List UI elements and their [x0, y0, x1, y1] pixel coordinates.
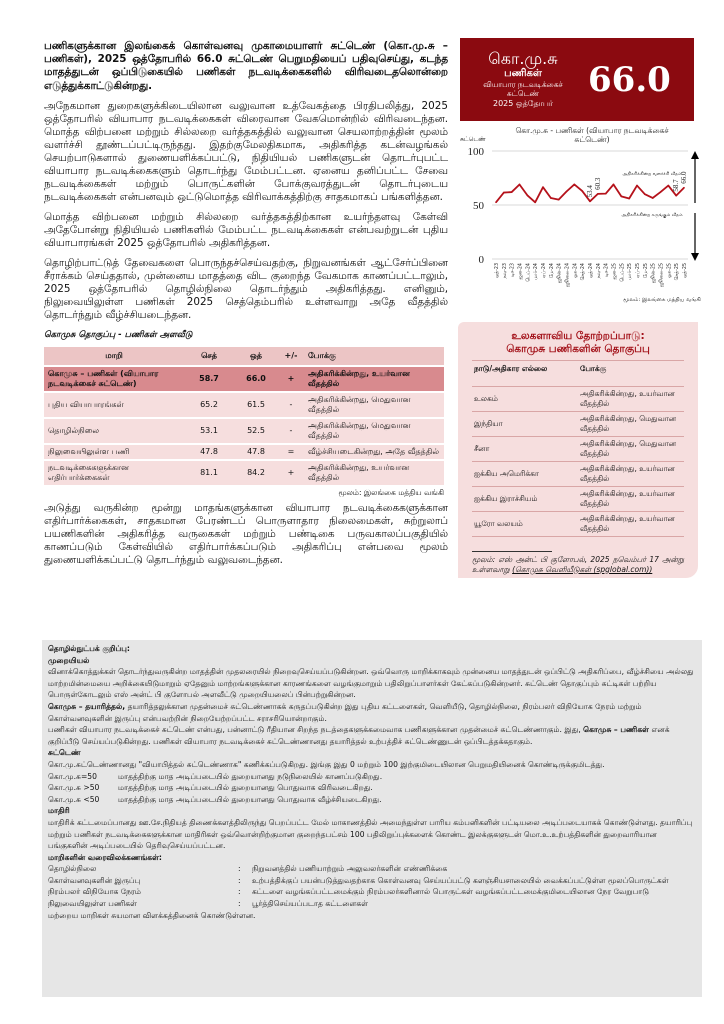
x-tick-label: மார்-24: [534, 263, 540, 280]
country-cell: உலகம்: [472, 387, 578, 412]
data-point: [613, 184, 615, 186]
x-tick-label: டிச-24: [604, 263, 610, 278]
method-text: வினாக்கொத்துக்கள் தொடர்ந்துவருகின்ற மாதத்தின் முதலரையில் நிறைவுசெய்யப்படுகின்றன. ஒவ்வொரு மாறிக்காகவும் முன்னைய மாதத்துடன் ஒப்பிட்டு அதிகரிப்பை, வீழ்ச்சியை அல்லது மாற்றமின்மையை அறிக்கையிடுமாறும் ஏதேனும் மாற்றங்களுக்கான காரணங்களை வழங்குமாறும் பதிலிறுப்பாளர்கள் கேட்கப்படுகின்றனர். சுட்டெண் தொகுப்பும் சுட்டிகள் பற்றிய பொருள்கோடலும் எஸ் அன்ட் பி குளோபல் அளவீட்டு முறையியலைப் பின்பற்றுகின்றன.: [48, 667, 694, 700]
sep-value: 65.2: [184, 392, 234, 418]
x-tick-label: செத்-24: [581, 263, 587, 281]
side-column: [460, 38, 701, 331]
trend-cell: அதிகரிக்கின்றது, மெதுவான வீதத்தில்: [578, 412, 684, 437]
x-tick-label: ஒத்-25: [683, 263, 688, 278]
table-source: மூலம்: இலங்கை மத்திய வங்கி: [338, 487, 444, 497]
kpi-line3: வியாபார நடவடிக்கைச்: [483, 80, 563, 89]
global-table: [472, 360, 684, 537]
rule-value: மாதத்திற்கு மாத அடிப்படையில் துறையானது பொதுவாக வீழ்ச்சியடைகிறது.: [118, 794, 382, 804]
x-tick-label: ஜன-25: [612, 263, 618, 280]
variable-cell: நடவடிக்கைகளுக்கான எதிர்பார்க்கைகள்: [44, 460, 184, 485]
variable-cell: தொழில்நிலை: [44, 418, 184, 444]
x-tick-label: ஒத்-24: [589, 263, 594, 278]
col-change: +/-: [278, 347, 304, 366]
data-point: [503, 192, 505, 194]
data-point: [511, 191, 513, 193]
data-point: [574, 184, 576, 186]
rule-key: கொ.மு.சு >50: [48, 783, 100, 793]
index-rule: [48, 794, 696, 806]
summary-table: [44, 347, 444, 485]
trend-cell: அதிகரிக்கின்றது, உயர்வான வீதத்தில்: [304, 460, 444, 485]
x-tick-label: ஜூலை-25: [659, 263, 665, 287]
global-title: [472, 330, 684, 356]
definition-colon: :: [238, 887, 241, 897]
data-point: [534, 202, 536, 204]
x-tick-label: ஜூன்-24: [557, 263, 563, 284]
definition-term: நிரம்பலர் விநியோக நேரம்: [48, 887, 142, 897]
rule-key: கொ.மு.சு=50: [48, 771, 97, 781]
svc-body1: பணிகள் வியாபார நடவடிக்கைச் சுட்டெண் என்பது, பன்னாட்டு ரீதியான சிறந்த நடத்தைகளுக்கமைவாக பணிகளுக்கான முதன்மைச் சுட்டெண்ணாகும். இது,: [48, 725, 584, 735]
global-row: [472, 437, 684, 462]
kpi-line5: 2025 ஒத்தோபர்: [492, 99, 554, 108]
trend-cell: அதிகரிக்கின்றது, உயர்வான வீதத்தில்: [578, 387, 684, 412]
x-tick-label: ஜூன்-25: [651, 263, 657, 284]
chart-svg: [452, 121, 702, 331]
x-tick-label: ஜூலை-24: [565, 263, 571, 287]
data-point: [652, 197, 654, 199]
definition-colon: :: [238, 899, 241, 909]
x-tick-label: நவ-23: [502, 263, 508, 279]
main-column: [44, 40, 448, 567]
table-row: [44, 366, 444, 392]
sep-value: 58.7: [184, 366, 234, 392]
kpi-value: 66.0: [588, 59, 671, 100]
change-sign: -: [278, 392, 304, 418]
global-row: [472, 387, 684, 412]
global-outlook-box: [458, 322, 698, 578]
body-paragraph: தொழிற்பாட்டுத் தேவைகளை பொருந்தச்செய்வதற்கு, நிறுவனங்கள் ஆட்சேர்ப்பினை சீராக்கம் செய்ததால், முன்னைய மாதத்தை விட குறைந்த வேகமாக காணப்பட்டாலும், 2025 ஒத்தோபரில் தொழில்நிலை தொடர்ந்தும் அதிகரித்தது. எனினும், நிலுவையிலுள்ள பணிகள் 2025 செத்தெம்பரில் உள்ளவாறு அதே வீதத்தில் தொடர்ந்தும் வீழ்ச்சியடைந்தன.: [44, 256, 448, 321]
country-cell: ஐக்கிய அமெரிக்கா: [472, 462, 578, 487]
data-point: [683, 187, 685, 189]
index-rule: [48, 771, 696, 783]
sample-text: மாதிரிக் கட்டமைப்பானது ஊ.சே.நிதியத் திணைக்களத்திலிருந்து பெறப்பட்ட மேல் மாகாணத்தில் அமைந்துள்ள பாரிய கம்பனிகளின் பட்டியலை அடிப்படையாகக் கொண்டுள்ளது. தயாரிப்பு மற்றும் பணிகள் நடவடிக்கைகளுக்கான மாதிரிகள் ஒவ்வொன்றிற்குமான குறைந்தபட்சம் 100 பதிலிறுப்புக்களைக் கொண்ட இலக்குகளுடன் மொ.உ.உற்பத்திகளின் துறைவாரியான பங்குகளின் அடிப்படையில் தெரிவுசெய்யப்பட்டன.: [48, 817, 693, 851]
oct-value: 47.8: [234, 444, 278, 460]
data-point: [550, 197, 552, 199]
kpi-line4: சுட்டெண்: [506, 89, 540, 98]
svc-bold: கொமுசு – பணிகள்: [583, 725, 650, 735]
chart-title-line2: சுட்டெண்): [574, 135, 610, 144]
data-point: [605, 193, 607, 195]
table-row: [44, 392, 444, 418]
col-trend: போக்கு: [304, 347, 444, 366]
mfg-text: [48, 701, 696, 724]
data-point: [527, 194, 529, 196]
lead-paragraph: பணிகளுக்கான இலங்கைக் கொள்வனவு முகாமையாளர் சுட்டெண் (கொ.மு.சு – பணிகள்), 2025 ஒத்தோபரில் 66.0 சுட்டெண் பெறுமதியைப் பதிவுசெய்து, கடந்த மாதத்துடன் ஒப்பிடுகையில் பணிகள் நடவடிக்கைகளில் விரிவடைதலொன்றை எடுத்துக்காட்டுகின்றது.: [44, 40, 448, 92]
col-trend: போக்கு: [578, 361, 684, 387]
data-point: [519, 184, 521, 186]
country-cell: சீனா: [472, 437, 578, 462]
definition-row: [48, 863, 696, 875]
index-title: சுட்டெண்: [48, 748, 81, 758]
kpi-line1: கொ.மு.சு: [488, 49, 558, 68]
definition-text: உற்பத்திக்குப் பயன்படுத்துவதற்காக கொள்வனவு செய்யப்பட்டு களஞ்சியசாலையில் வைக்கப்பட்டுள்ள மூலப்பொருட்கள்: [252, 875, 669, 885]
global-row: [472, 512, 684, 537]
table-row: [44, 460, 444, 485]
kpi-line2: பணிகள்: [504, 68, 542, 79]
sep-value: 53.1: [184, 418, 234, 444]
data-point: [495, 202, 497, 204]
global-row: [472, 487, 684, 512]
variable-cell: கொமுசு – பணிகள் (வியாபார நடவடிக்கைச் சுட்டெண்): [44, 366, 184, 392]
data-point: [589, 201, 591, 203]
x-tick-label: பெப்-25: [620, 263, 626, 282]
definition-colon: :: [238, 875, 241, 885]
svc-body2: எனக் குறிப்பீடு செய்யப்படுகின்றது. பணிகள் வியாபார நடவடிக்கைச் சுட்டெண்ணானது தயாரித்தல் உற்பத்திச் சுட்டெண்ணுடன் ஒப்பிடத்தக்கதாகும்.: [48, 725, 670, 746]
mfg-bold: கொமுசு – தயாரித்தல்,: [48, 701, 126, 711]
x-tick-label: ஒத்-23: [495, 263, 500, 278]
global-row: [472, 462, 684, 487]
variable-cell: புதிய வியாபாரங்கள்: [44, 392, 184, 418]
y-tick-label: 100: [467, 146, 484, 158]
trend-cell: அதிகரிக்கின்றது, உயர்வான வீதத்தில்: [578, 487, 684, 512]
oct-value: 84.2: [234, 460, 278, 485]
change-sign: +: [278, 366, 304, 392]
data-label: 53.4: [586, 185, 594, 198]
oct-value: 61.5: [234, 392, 278, 418]
y-axis-label: சுட்டெண்: [460, 136, 486, 143]
data-point: [636, 185, 638, 187]
technical-note: [42, 640, 702, 997]
sample-title: மாதிரி: [48, 806, 70, 816]
kpi-banner: [460, 38, 694, 121]
data-point: [542, 186, 544, 188]
data-label: 60.3: [593, 177, 602, 190]
x-tick-label: நவ-24: [596, 263, 602, 279]
x-tick-label: செத்-25: [675, 263, 681, 281]
x-tick-label: ஏப்-24: [542, 263, 547, 279]
global-title-line1: உலகளாவிய தோற்றப்பாடு:: [511, 330, 645, 342]
definition-term: நிலுவையிலுள்ள பணிகள்: [48, 899, 137, 909]
method-title: முறையியல்: [48, 655, 90, 665]
data-point: [621, 196, 623, 198]
country-cell: இந்தியா: [472, 412, 578, 437]
data-point: [628, 198, 630, 200]
body-paragraph: அநேகமான துறைகளுக்கிடையிலான வலுவான உத்வேகத்தை பிரதிபலித்து, 2025 ஒத்தோபரில் வியாபார நடவடிக்கைகள் விரைவான வேகமொன்றில் விரிவடைந்தன. மொத்த விற்பனை மற்றும் சில்லறை வர்த்தகத்தில் வலுவான செயலாற்றத்தின் மூலம் வளர்ச்சி தூண்டப்பட்டிருந்தது. இதற்குமேலதிகமாக, அதிகரித்த கடன்வழங்கல் செயற்பாடுகளால் துணையளிக்கப்பட்டு, நிதியியல் பணிகளுடன் தொடர்புபட்ட வியாபார நடவடிக்கைகளும் தொடர்ந்து மேம்பட்டன. ஏனைய தனிப்பட்ட சேவை நடவடிக்கைகள் மற்றும் பொருட்களின் போக்குவரத்துடன் தொடர்புடைய நடவடிக்கைகள் என்பனவும் ஒட்டுமொத்த விரிவாக்கத்திற்கு சாதகமாகப் பங்களித்தன.: [44, 99, 448, 203]
kpi-label: [468, 50, 578, 109]
x-tick-label: ஏப்-25: [636, 263, 641, 279]
definition-term: தொழில்நிலை: [48, 864, 97, 874]
col-oct: ஒத்: [234, 347, 278, 366]
table-header-row: [44, 347, 444, 366]
definition-colon: :: [238, 864, 241, 874]
definition-text: பூர்த்திசெய்யப்படாத கட்டளைகள்: [252, 899, 369, 909]
global-source-link[interactable]: (கொமுசு வெளியீடுகள் (spglobal.com)): [512, 564, 653, 574]
definition-text: நிறுவனத்தில் பணியாற்றும் அலுவலர்களின் எண்ணிக்கை: [252, 864, 448, 874]
data-point: [668, 185, 670, 187]
global-title-line2: கொமுசு பணிகளின் தொகுப்பு: [506, 343, 650, 355]
global-header-row: [472, 361, 684, 387]
svc-text: [48, 724, 696, 747]
data-point: [660, 191, 662, 193]
trend-cell: அதிகரிக்கின்றது, உயர்வான வீதத்தில்: [578, 462, 684, 487]
trend-cell: வீழ்ச்சியடைகின்றது, அதே வீதத்தில்: [304, 444, 444, 460]
rule-value: மாதத்திற்கு மாத அடிப்படையில் துறையானது நடுநிலையில் காணப்படுகிறது.: [118, 771, 383, 781]
country-cell: ஐக்கிய இராச்சியம்: [472, 487, 578, 512]
definition-text: கட்டளை வழங்கப்பட்டமைக்கும் நிரம்பலர்களினால் பொருட்கள் வழங்கப்பட்டமைக்குமிடையிலான நேர வேறுபாடு: [252, 887, 650, 897]
col-country: நாடு/அதிகார எல்லை: [472, 361, 578, 387]
chart-title-line1: கொ.மு.சு - பணிகள் (வியாபார நடவடிக்கைச்: [515, 126, 669, 135]
x-tick-label: டிச-23: [510, 263, 516, 278]
table-title: கொமுசு தொகுப்பு - பணிகள் அளவீடு: [44, 329, 193, 340]
body-paragraph: மொத்த விற்பனை மற்றும் சில்லறை வர்த்தகத்திற்கான உயர்ந்தளவு கேள்வி அதேபோன்று நிதியியல் பணிகளில் மேம்பட்ட நடவடிக்கைகள் என்பவற்றுடன் புதிய வியாபாரங்கள் 2025 ஒத்தோபரில் அதிகரித்தன.: [44, 210, 448, 249]
data-point: [644, 193, 646, 195]
defs-title: மாறிகளின் வரைவிலக்கணங்கள்:: [48, 852, 162, 862]
source-rule: [472, 551, 552, 552]
col-sep: செத்: [184, 347, 234, 366]
definition-term: கொள்வனவுகளின் இருப்பு: [48, 875, 141, 885]
annotation-contraction: அதிகரிக்கின்ற சுருங்கும் வீதம்: [621, 212, 683, 218]
change-sign: +: [278, 460, 304, 485]
global-source: [472, 555, 684, 574]
chart-source: மூலம்: இலங்கை மத்திய வங்கி: [623, 297, 701, 303]
trend-cell: அதிகரிக்கின்றது, உயர்வான வீதத்தில்: [304, 366, 444, 392]
index-rule: [48, 782, 696, 794]
global-source-text: மூலம்: எஸ் அன்ட் பி குளோபல், 2025 நவெம்பர் 17 அன்று உள்ளவாறு: [472, 555, 684, 574]
trend-cell: அதிகரிக்கின்றது, மெதுவான வீதத்தில்: [304, 392, 444, 418]
y-tick-label: 50: [473, 200, 484, 212]
change-sign: =: [278, 444, 304, 460]
y-tick-label: 0: [478, 254, 484, 266]
down-arrow-icon: [691, 253, 699, 261]
trend-cell: அதிகரிக்கின்றது, மெதுவான வீதத்தில்: [304, 418, 444, 444]
data-point: [675, 195, 677, 197]
global-row: [472, 412, 684, 437]
annotation-expansion: அதிகரிக்கின்ற வளர்ச்சி வீதம்: [622, 171, 682, 177]
note-heading: தொழில்நுட்பக் குறிப்பு:: [48, 644, 130, 653]
note-footer: மற்றைய மாறிகள் சுயமான விளக்கத்தினைக் கொண்டுள்ளன.: [48, 910, 256, 920]
sep-value: 47.8: [184, 444, 234, 460]
data-point: [597, 193, 599, 195]
data-point: [558, 199, 560, 201]
definition-row: [48, 886, 696, 898]
x-tick-label: ஜன-24: [518, 263, 524, 280]
x-tick-label: மே-24: [549, 263, 555, 279]
country-cell: யூரோ வலயம்: [472, 512, 578, 537]
trend-cell: அதிகரிக்கின்றது, மெதுவான வீதத்தில்: [578, 437, 684, 462]
oct-value: 66.0: [234, 366, 278, 392]
up-arrow-icon: [691, 151, 699, 159]
data-label: 58.7: [672, 179, 681, 192]
variable-cell: நிலுவையிலுள்ள பணி: [44, 444, 184, 460]
data-point: [581, 190, 583, 192]
change-sign: -: [278, 418, 304, 444]
definition-row: [48, 875, 696, 887]
pmi-chart: [452, 121, 702, 331]
mfg-body: தயாரித்தலுக்கான முதன்மைச் சுட்டெண்ணாகக் கருதப்படுகின்ற இது புதிய கட்டளைகள், வெளியீடு, தொழில்நிலை, நிரம்பலர் விநியோக நேரம் மற்றும் கொள்வனவுகளின் இருப்பு என்பவற்றின் நிறையேற்றப்பட்ட சராசரியொன்றாகும்.: [48, 701, 642, 723]
trend-cell: அதிகரிக்கின்றது, உயர்வான வீதத்தில்: [578, 512, 684, 537]
oct-value: 52.5: [234, 418, 278, 444]
x-tick-label: ஓக-25: [667, 263, 673, 278]
x-tick-label: ஓக-24: [573, 263, 579, 278]
data-point: [566, 191, 568, 193]
col-variable: மாறி: [44, 347, 184, 366]
rule-value: மாதத்திற்கு மாத அடிப்படையில் துறையானது பொதுவாக விரிவடைகிறது.: [118, 783, 373, 793]
index-text: கொ.மு.சுட்டெண்ணானது "வியாபித்தல் சுட்டெண்ணாக" கணிக்கப்படுகிறது. இங்கு இது 0 மற்றும் 100 இற்குமிடையிலான பெறுமதியினைக் கொண்டிருக்குமிடத்து.: [48, 759, 605, 769]
definition-row: [48, 898, 696, 910]
table-row: [44, 418, 444, 444]
sep-value: 81.1: [184, 460, 234, 485]
x-tick-label: பெப்-24: [526, 263, 532, 282]
x-tick-label: மார்-25: [628, 263, 634, 280]
outlook-paragraph: அடுத்து வருகின்ற மூன்று மாதங்களுக்கான வியாபார நடவடிக்கைகளுக்கான எதிர்பார்க்கைகள், சாதகமான பேரண்டப் பொருளாதார நிலைமைகள், சுற்றுலாப் பயணிகளின் அதிகரித்த வருகைகள் மற்றும் பண்டிகை பருவகாலப்பகுதியில் காணப்படும் கேள்வியில் எதிர்பார்க்கப்படும் அதிகரிப்பு என்பவை மூலம் துணையளிக்கப்பட்டு தொடர்ந்தும் வலுவடைந்தன.: [44, 501, 448, 566]
rule-key: கொ.மு.சு <50: [48, 794, 100, 804]
x-tick-label: மே-25: [643, 263, 649, 279]
data-label: 66.0: [680, 171, 688, 184]
table-row: [44, 444, 444, 460]
